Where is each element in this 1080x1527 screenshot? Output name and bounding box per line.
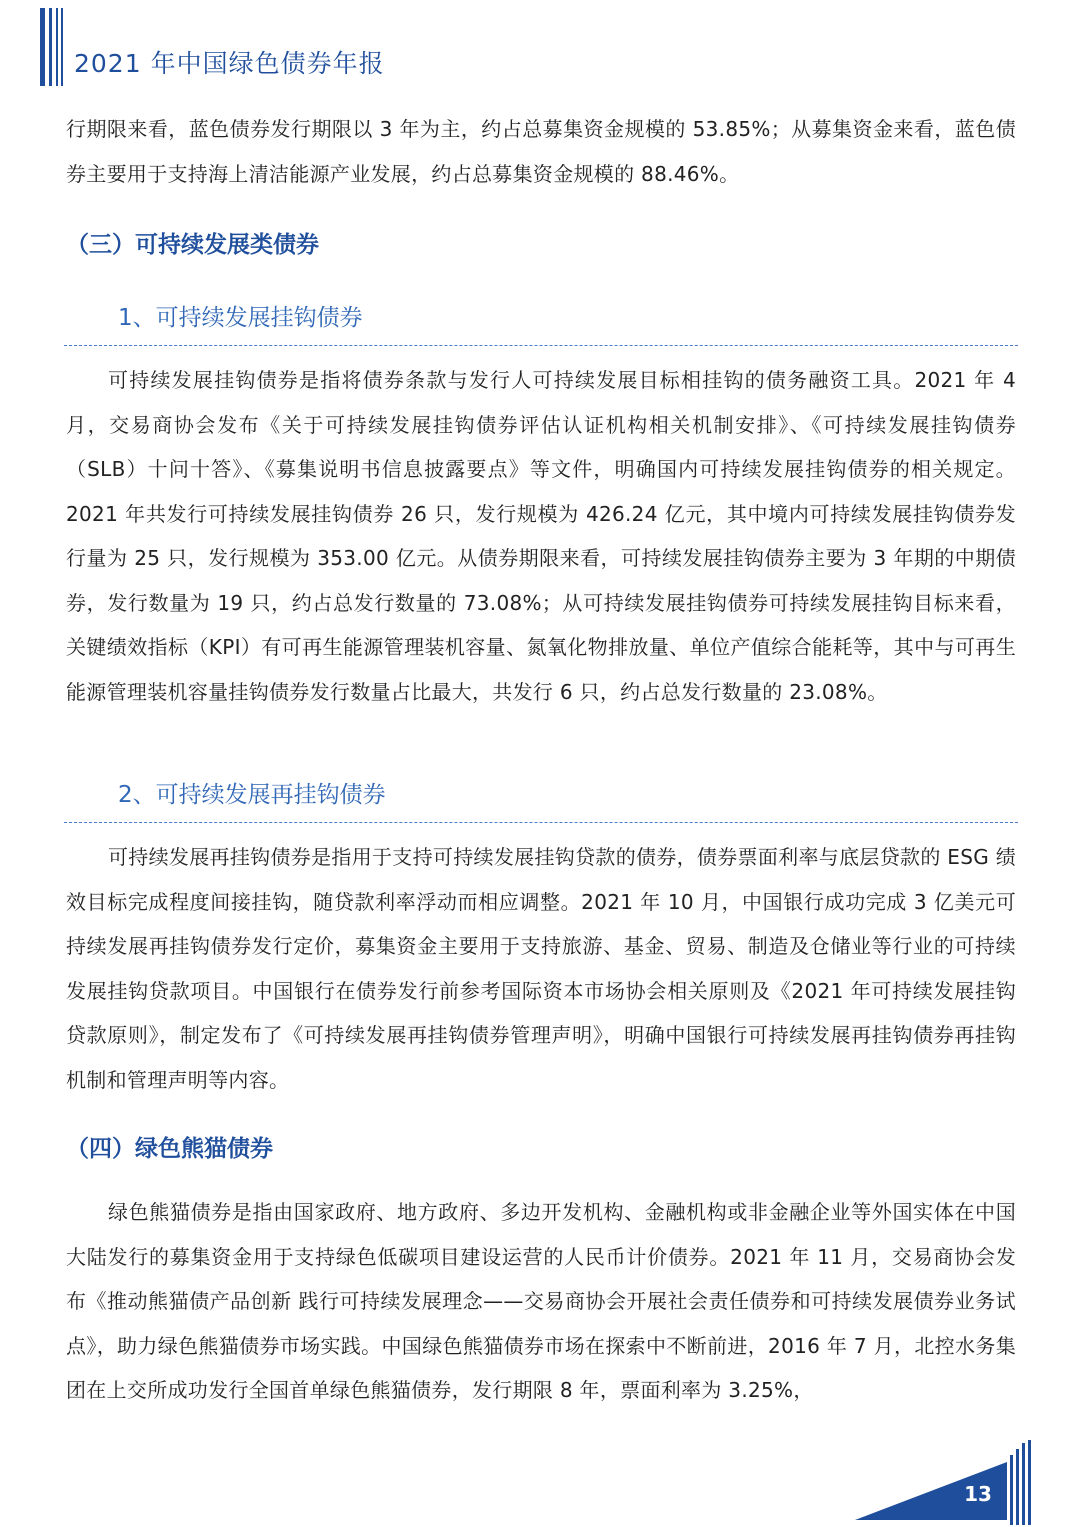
- paragraph-blue-bond-continued: 行期限来看，蓝色债券发行期限以 3 年为主，约占总募集资金规模的 53.85%；从募集资金来看，蓝色债券主要用于支持海上清洁能源产业发展，约占总募集资金规模的 88.46%。: [66, 117, 1016, 186]
- subsection-divider: [64, 822, 1018, 823]
- section-heading-sustainable-bonds: （三）可持续发展类债券: [66, 232, 319, 258]
- subsection-divider: [64, 345, 1018, 346]
- footer-decoration-bars: [1010, 1440, 1032, 1525]
- subsection-heading-re-linked-bond: 2、可持续发展再挂钩债券: [118, 782, 386, 808]
- paragraph-slb: 可持续发展挂钩债券是指将债券条款与发行人可持续发展目标相挂钩的债务融资工具。2021 年 4 月，交易商协会发布《关于可持续发展挂钩债券评估认证机构相关机制安排》、《可持续发展挂钩债券（SLB）十问十答》、《募集说明书信息披露要点》等文件，明确国内可持续发展挂钩债券的相关规定。2021 年共发行可持续发展挂钩债券 26 只，发行规模为 426.24 亿元，其中境内可持续发展挂钩债券发行量为 25 只，发行规模为 353.00 亿元。从债券期限来看，可持续发展挂钩债券主要为 3 年期的中期债券，发行数量为 19 只，约占总发行数量的 73.08%；从可持续发展挂钩债券可持续发展挂钩目标来看，关键绩效指标（KPI）有可再生能源管理装机容量、氮氧化物排放量、单位产值综合能耗等，其中与可再生能源管理装机容量挂钩债券发行数量占比最大，共发行 6 只，约占总发行数量的 23.08%。: [66, 368, 1016, 704]
- paragraph-green-panda-bond: 绿色熊猫债券是指由国家政府、地方政府、多边开发机构、金融机构或非金融企业等外国实体在中国大陆发行的募集资金用于支持绿色低碳项目建设运营的人民币计价债券。2021 年 11 月，交易商协会发布《推动熊猫债产品创新 践行可持续发展理念——交易商协会开展社会责任债券和可持续发展债券业务试点》，助力绿色熊猫债券市场实践。中国绿色熊猫债券市场在探索中不断前进，2016 年 7 月，北控水务集团在上交所成功发行全国首单绿色熊猫债券，发行期限 8 年，票面利率为 3.25%，: [66, 1200, 1016, 1402]
- header-decoration-bars: [40, 8, 64, 86]
- page-number: 13: [964, 1482, 992, 1506]
- report-title: 2021 年中国绿色债券年报: [74, 49, 385, 78]
- subsection-heading-slb: 1、可持续发展挂钩债券: [118, 305, 363, 331]
- paragraph-re-linked-bond: 可持续发展再挂钩债券是指用于支持可持续发展挂钩贷款的债券，债券票面利率与底层贷款的 ESG 绩效目标完成程度间接挂钩，随贷款利率浮动而相应调整。2021 年 10 月，中国银行成功完成 3 亿美元可持续发展再挂钩债券发行定价，募集资金主要用于支持旅游、基金、贸易、制造及仓储业等行业的可持续发展挂钩贷款项目。中国银行在债券发行前参考国际资本市场协会相关原则及《2021 年可持续发展挂钩贷款原则》，制定发布了《可持续发展再挂钩债券管理声明》，明确中国银行可持续发展再挂钩债券再挂钩机制和管理声明等内容。: [66, 845, 1016, 1092]
- section-heading-green-panda-bonds: （四）绿色熊猫债券: [66, 1136, 273, 1162]
